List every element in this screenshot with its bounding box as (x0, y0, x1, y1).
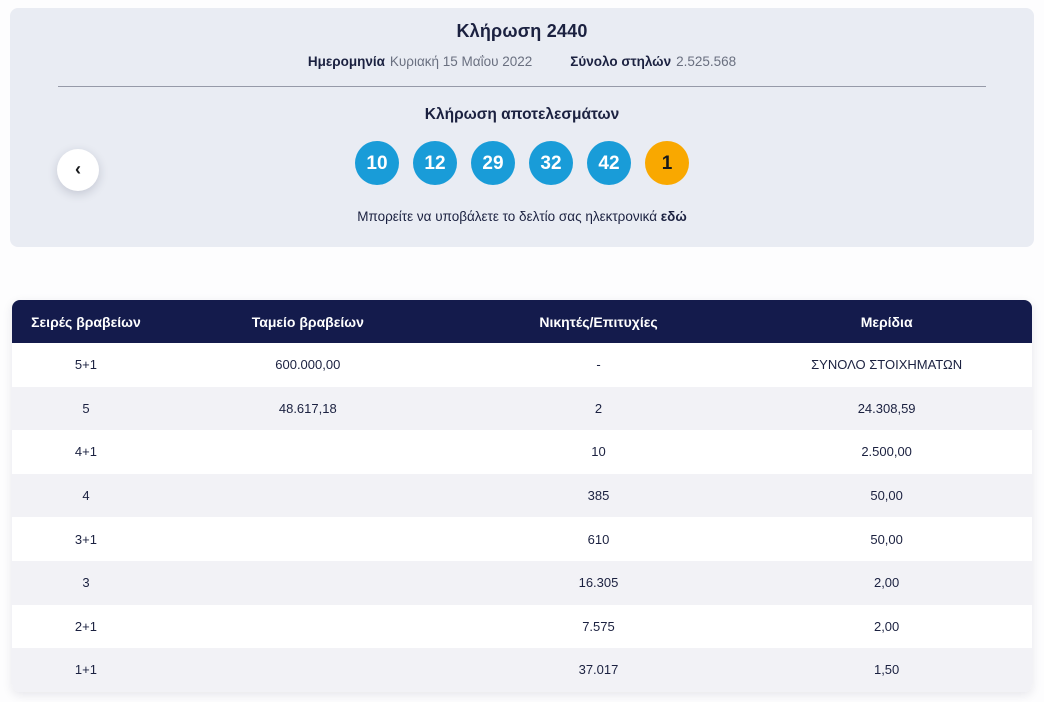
fund-cell: 600.000,00 (275, 357, 341, 373)
winners-cell: 10 (591, 444, 606, 460)
header-shares: Μερίδια (860, 313, 913, 330)
prize-table-row (12, 430, 1032, 474)
drawn-number-ball: 32 (529, 141, 573, 185)
drawn-number-ball: 42 (587, 141, 631, 185)
share-cell: 2.500,00 (861, 444, 912, 460)
prize-table-row (12, 343, 1032, 387)
submit-slip-link[interactable]: εδώ (660, 209, 687, 224)
winners-cell: 385 (587, 488, 610, 504)
prize-table-header-row (12, 300, 1032, 343)
winners-cell: 37.017 (578, 662, 619, 678)
header-prize-fund: Ταμείο βραβείων (251, 313, 364, 330)
tier-cell: 5+1 (74, 357, 97, 373)
share-cell: 2,00 (873, 618, 900, 634)
winners-cell: 7.575 (582, 618, 615, 634)
prize-table (12, 300, 1032, 692)
prize-table-row (12, 605, 1032, 649)
prize-table-row (12, 648, 1032, 692)
share-cell: 24.308,59 (857, 400, 916, 416)
tier-cell: 1+1 (74, 662, 97, 678)
share-cell: 50,00 (870, 488, 903, 504)
drawn-number-ball: 29 (471, 141, 515, 185)
prize-table-body (12, 343, 1032, 692)
draw-results-panel (10, 8, 1034, 247)
winners-cell: 610 (587, 531, 610, 547)
tier-cell: 3 (82, 575, 90, 591)
draw-date-value: Κυριακή 15 Μαΐου 2022 (389, 54, 533, 69)
drawn-numbers-row (10, 141, 1034, 185)
share-cell: 1,50 (873, 662, 900, 678)
share-cell: 2,00 (873, 575, 900, 591)
tier-cell: 4 (82, 488, 90, 504)
prize-table-row (12, 517, 1032, 561)
draw-meta (10, 54, 1034, 69)
prize-table-row (12, 561, 1032, 605)
share-cell: ΣΥΝΟΛΟ ΣΤΟΙΧΗΜΑΤΩΝ (811, 357, 963, 373)
tier-cell: 2+1 (74, 618, 97, 634)
winners-cell: 2 (594, 400, 603, 416)
prize-table-row (12, 387, 1032, 431)
hero-divider (58, 86, 986, 87)
fund-cell: 48.617,18 (278, 400, 337, 416)
tier-cell: 5 (82, 400, 90, 416)
results-subtitle: Κλήρωση αποτελεσμάτων (424, 106, 620, 123)
total-columns (570, 54, 736, 69)
tier-cell: 3+1 (74, 531, 97, 547)
tier-cell: 4+1 (74, 444, 97, 460)
total-columns-label: Σύνολο στηλών (570, 54, 672, 69)
prize-table-row (12, 474, 1032, 518)
chevron-left-icon: ‹ (75, 158, 81, 179)
draw-title: Κλήρωση 2440 (456, 21, 588, 41)
winners-cell: 16.305 (578, 575, 619, 591)
drawn-number-ball: 12 (413, 141, 457, 185)
total-columns-value: 2.525.568 (676, 54, 737, 69)
header-prize-tiers: Σειρές βραβείων (31, 313, 141, 330)
draw-date (308, 54, 532, 69)
share-cell: 50,00 (870, 531, 903, 547)
drawn-number-ball: 10 (355, 141, 399, 185)
header-winners: Νικητές/Επιτυχίες (539, 313, 658, 330)
draw-date-label: Ημερομηνία (307, 54, 385, 69)
submit-slip-note-text: Μπορείτε να υποβάλετε το δελτίο σας ηλεκτρονικά (357, 209, 661, 224)
submit-slip-note (10, 209, 1034, 224)
previous-draw-button[interactable] (57, 149, 99, 191)
winners-cell: - (596, 357, 601, 373)
bonus-number-ball: 1 (645, 141, 689, 185)
